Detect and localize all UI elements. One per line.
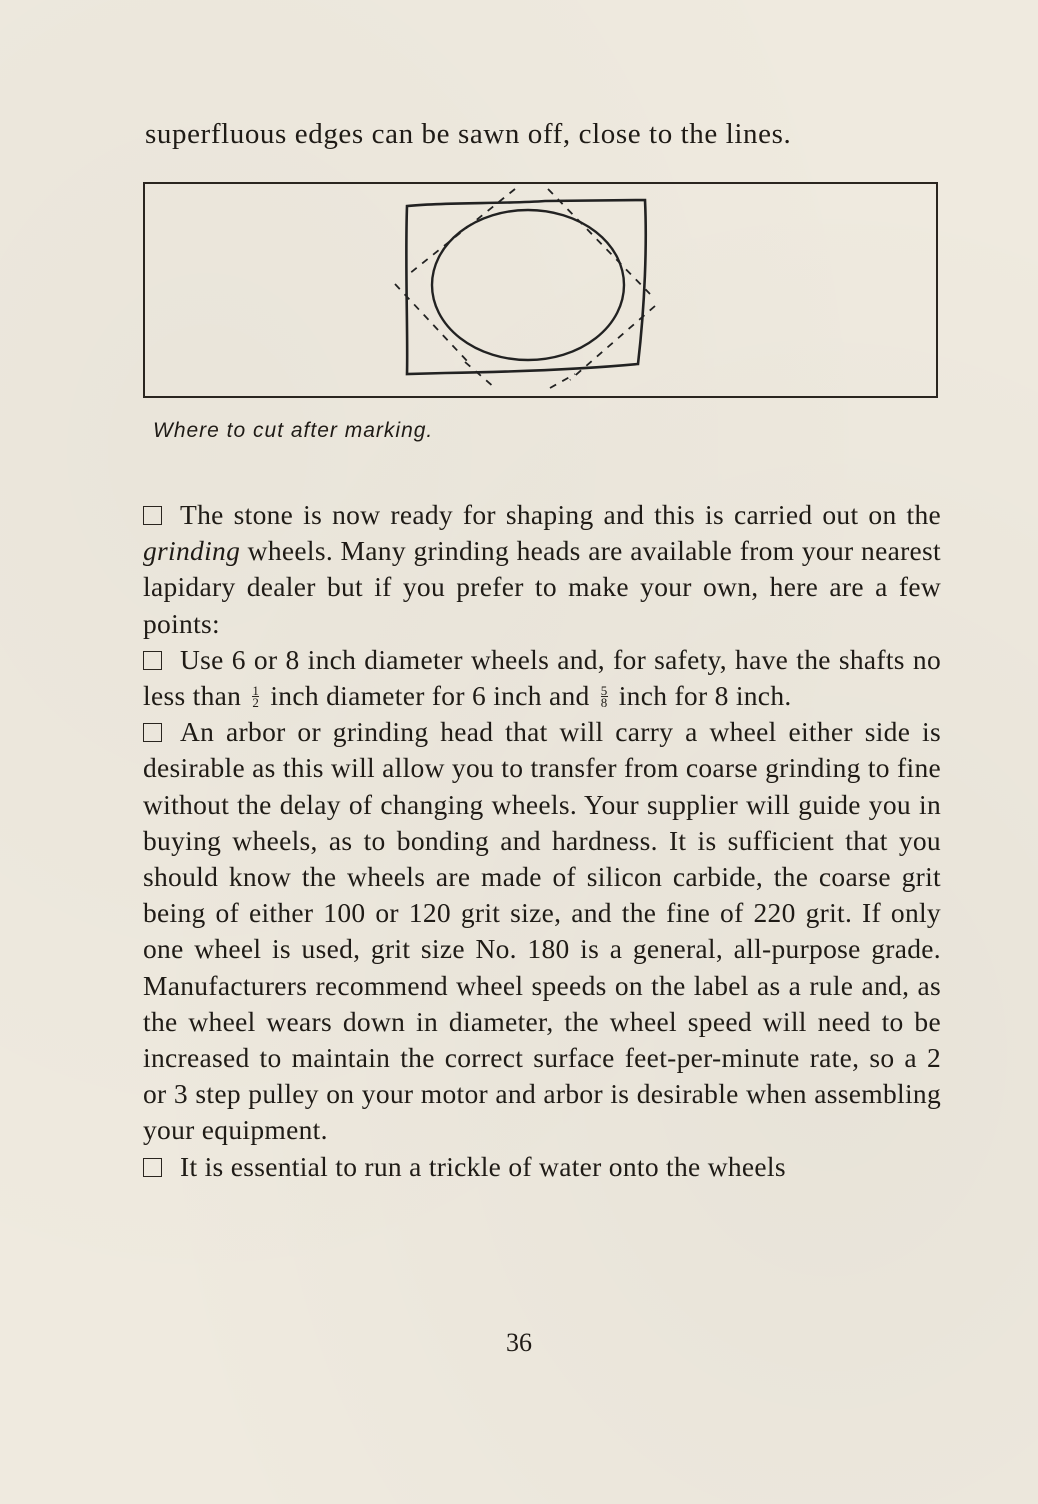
paragraph-2-part2: inch diameter for 6 inch and: [270, 680, 590, 712]
oval-marking: [432, 210, 624, 360]
stone-slab-illustration: [145, 184, 940, 400]
cut-lines: [395, 189, 655, 388]
paragraph-3-text: An arbor or grinding head that will carry a wheel either side is desirable as this will allow you to transfer from coarse grinding to fine without the delay of changing wheels. Your supplier will guide you in buying wheels, as to bonding and hardness. It is sufficient that you should know the wheels are made of silicon carbide, the coarse grit being of either 100 or 120 grit size, and the fine of 220 grit. If only one wheel is used, grit size No. 180 is a general, all-purpose grade. Manufacturers recommend wheel speeds on the label as a rule and, as the wheel wears down in diameter, the wheel speed will need to be increased to maintain the correct surface feet-per-minute rate, so a 2 or 3 step pulley on your motor and arbor is desirable when assembling your equipment.: [143, 716, 941, 1146]
paragraph-4: [143, 1149, 941, 1185]
bullet-box-icon: [143, 723, 162, 742]
paragraph-1: [143, 497, 941, 642]
paragraph-2: [143, 642, 941, 714]
fraction-numerator: 5: [600, 683, 608, 699]
bullet-box-icon: [143, 1158, 162, 1177]
page-number: 36: [506, 1328, 532, 1357]
paragraph-2-part1: Use 6 or 8 inch diameter wheels and, for safety, have the shafts no less than: [143, 643, 941, 712]
paragraph-3: [143, 714, 941, 1148]
paragraph-1-after: wheels. Many grinding heads are available from your nearest lapidary dealer but if you prefer to make your own, here are a few points:: [143, 535, 941, 639]
body-text: [143, 497, 941, 1185]
figure-caption: Where to cut after marking.: [153, 419, 434, 442]
paragraph-1-before: The stone is now ready for shaping and this is carried out on the: [180, 499, 941, 530]
cutting-diagram: [143, 182, 938, 398]
top-line-text: superfluous edges can be sawn off, close to the lines.: [145, 118, 792, 150]
fraction-denominator: 8: [600, 695, 608, 711]
paragraph-1-emphasis: grinding: [143, 535, 241, 567]
paragraph-2-part3: inch for 8 inch.: [618, 680, 792, 712]
slab-outline: [406, 200, 645, 374]
fraction-numerator: 1: [252, 683, 260, 699]
paragraph-4-text: It is essential to run a trickle of water onto the wheels: [180, 1150, 786, 1182]
fraction-denominator: 2: [252, 695, 260, 711]
bullet-box-icon: [143, 506, 162, 525]
fraction-one-half: [252, 683, 260, 711]
bullet-box-icon: [143, 651, 162, 670]
fraction-five-eighths: [600, 683, 608, 711]
